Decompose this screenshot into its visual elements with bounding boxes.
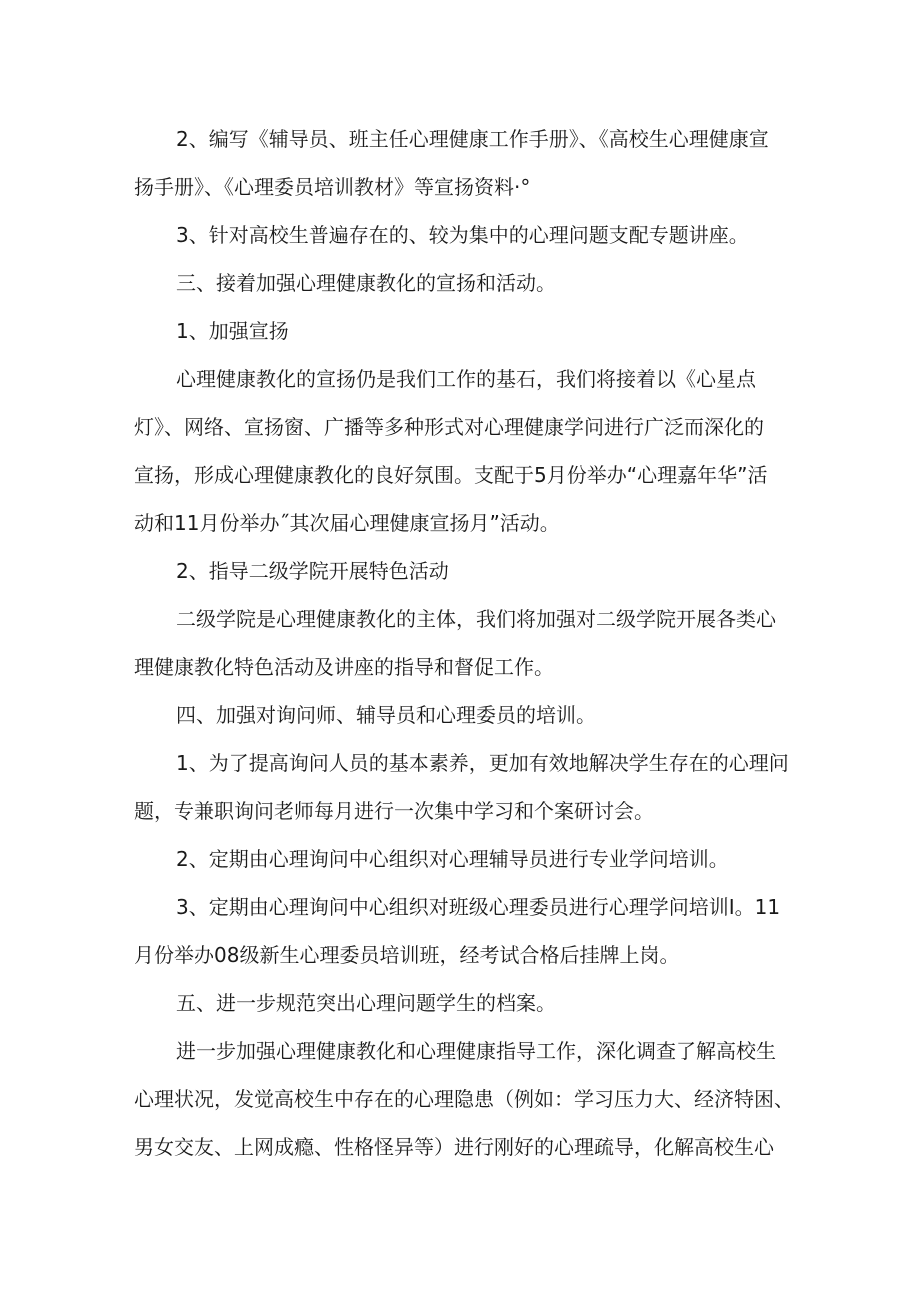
line-text: 月份举办08级新生心理委员培训班，经考试合格后挂牌上岗。 [134, 943, 680, 967]
line-text: 理健康教化特色活动及讲座的指导和督促工作。 [134, 655, 554, 679]
line-text: 男女交友、上网成瘾、性格怪异等）进行刚好的心理疏导，化解高校生心 [134, 1135, 774, 1159]
line-text: 宣扬，形成心理健康教化的良好氛围。支配于5月份举办“心理嘉年华”活 [134, 463, 768, 487]
line-text: 3、定期由心理询问中心组织对班级心理委员进行心理学问培训I。11 [176, 895, 781, 919]
line-text: 题，专兼职询问老师每月进行一次集中学习和个案研讨会。 [134, 799, 654, 823]
line-text: 三、接着加强心理健康教化的宣扬和活动。 [176, 271, 556, 295]
line-text: 1、加强宣扬 [176, 319, 289, 343]
line-text: 灯》、网络、宣扬窗、广播等多种形式对心理健康学问进行广泛而深化的 [134, 415, 764, 439]
line-text: 四、加强对询问师、辅导员和心理委员的培训。 [176, 703, 596, 727]
line-text: 2、编写《辅导员、班主任心理健康工作手册》、《高校生心理健康宣 [176, 127, 769, 151]
line-text: 二级学院是心理健康教化的主体，我们将加强对二级学院开展各类心 [176, 607, 776, 631]
line-text: 五、进一步规范突出心理问题学生的档案。 [176, 991, 556, 1015]
line-text: 动和11月份举办˝其次届心理健康宣扬月”活动。 [134, 511, 560, 535]
line-text: 心理健康教化的宣扬仍是我们工作的基石，我们将接着以《心星点 [176, 367, 756, 391]
line-text: 心理状况，发觉高校生中存在的心理隐患（例如：学习压力大、经济特困、 [134, 1087, 794, 1111]
line-text: 3、针对高校生普遍存在的、较为集中的心理问题支配专题讲座。 [176, 223, 749, 247]
line-text: 2、指导二级学院开展特色活动 [176, 559, 449, 583]
line-text: 扬手册》、《心理委员培训教材》等宣扬资料·° [134, 175, 531, 199]
line-text: 1、为了提高询问人员的基本素养，更加有效地解决学生存在的心理问 [176, 751, 789, 775]
line-text: 2、定期由心理询问中心组织对心理辅导员进行专业学问培训。 [176, 847, 729, 871]
line-text: 进一步加强心理健康教化和心理健康指导工作，深化调查了解高校生 [176, 1039, 776, 1063]
